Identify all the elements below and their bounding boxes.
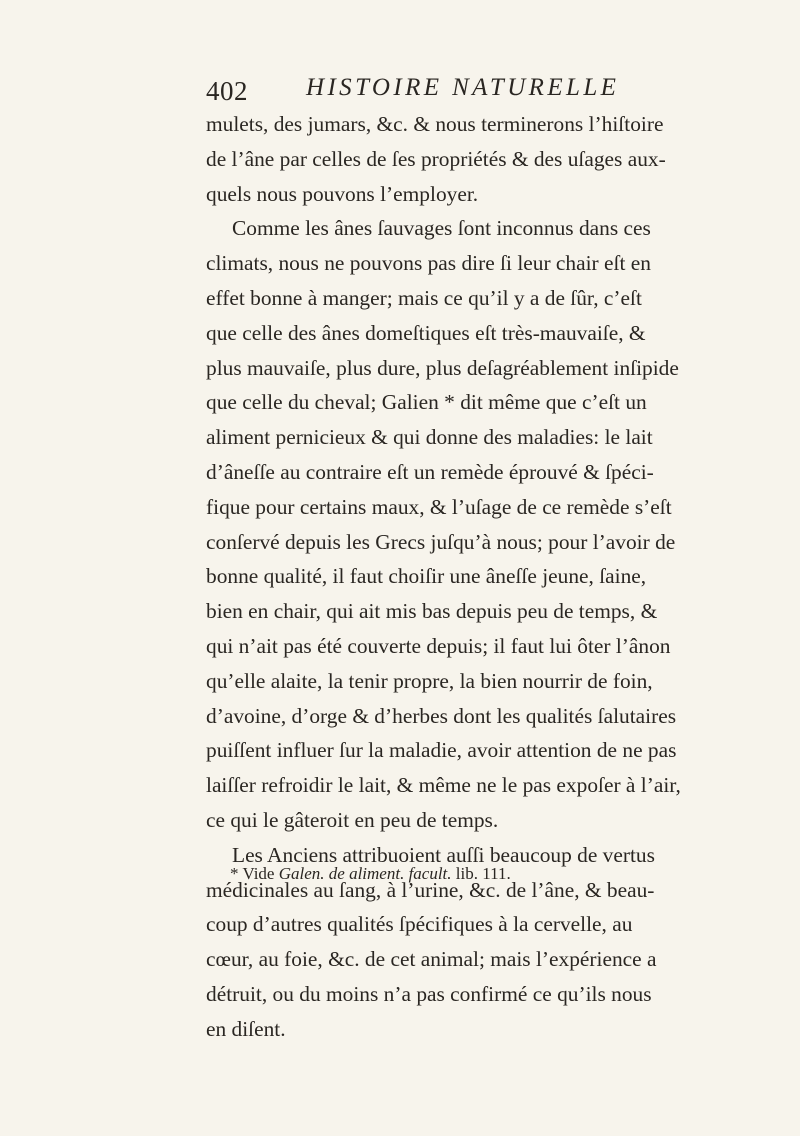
text-line: Les Anciens attribuoient auſſi beaucoup de vertus	[232, 842, 655, 867]
text-line: Comme les ânes ſauvages ſont inconnus dans ces	[232, 216, 651, 241]
text-line: fique pour certains maux, & l’uſage de ce remède s’eſt	[206, 494, 672, 519]
running-title: HISTOIRE NATURELLE	[306, 74, 620, 101]
text-line: ce qui le gâteroit en peu de temps.	[206, 807, 499, 832]
text-line: que celle du cheval; Galien * dit même que c’eſt un	[206, 390, 647, 415]
body-text	[206, 107, 681, 1047]
text-line: mulets, des jumars, &c. & nous terminerons l’hiſtoire	[206, 112, 664, 136]
text-line: effet bonne à manger; mais ce qu’il y a de ſûr, c’eſt	[206, 285, 642, 310]
text-line: puiſſent influer ſur la maladie, avoir attention de ne pas	[206, 738, 677, 763]
text-line: aliment pernicieux & qui donne des maladies: le lait	[206, 425, 653, 450]
text-line: d’âneſſe au contraire eſt un remède éprouvé & ſpéci-	[206, 459, 654, 484]
text-line: coup d’autres qualités ſpécifiques à la cervelle, au	[206, 912, 633, 937]
text-line: en diſent.	[206, 1016, 286, 1041]
text-line: climats, nous ne pouvons pas dire ſi leur chair eſt en	[206, 251, 651, 276]
text-line: qu’elle alaite, la tenir propre, la bien nourrir de foin,	[206, 668, 653, 693]
text-line: qui n’ait pas été couverte depuis; il faut lui ôter l’ânon	[206, 633, 671, 658]
text-line: que celle des ânes domeſtiques eſt très-mauvaiſe, &	[206, 320, 646, 345]
footnote-reference: Galen. de aliment. facult.	[278, 864, 452, 883]
text-line: conſervé depuis les Grecs juſqu’à nous; pour l’avoir de	[206, 529, 676, 554]
text-line: bonne qualité, il faut choiſir une âneſſe jeune, ſaine,	[206, 564, 647, 589]
footnote-marker: *	[230, 864, 239, 883]
text-line: quels nous pouvons l’employer.	[206, 181, 479, 206]
footnote-book: lib. 111.	[455, 864, 511, 883]
text-line: de l’âne par celles de ſes propriétés & des uſages aux-	[206, 146, 666, 171]
text-line: cœur, au foie, &c. de cet animal; mais l’expérience a	[206, 947, 657, 972]
footnote	[230, 864, 511, 884]
text-line: d’avoine, d’orge & d’herbes dont les qualités ſalutaires	[206, 703, 677, 728]
text-line: bien en chair, qui ait mis bas depuis peu de temps, &	[206, 599, 658, 624]
text-line: détruit, ou du moins n’a pas confirmé ce qu’ils nous	[206, 981, 652, 1006]
page-number: 402	[206, 76, 248, 106]
text-line: plus mauvaiſe, plus dure, plus deſagréablement inſipide	[206, 355, 679, 380]
text-line: médicinales au ſang, à l’urine, &c. de l’âne, & beau-	[206, 877, 655, 902]
text-line: laiſſer refroidir le lait, & même ne le pas expoſer à l’air,	[206, 773, 681, 798]
footnote-vide: Vide	[242, 864, 275, 883]
page-header	[206, 74, 646, 110]
